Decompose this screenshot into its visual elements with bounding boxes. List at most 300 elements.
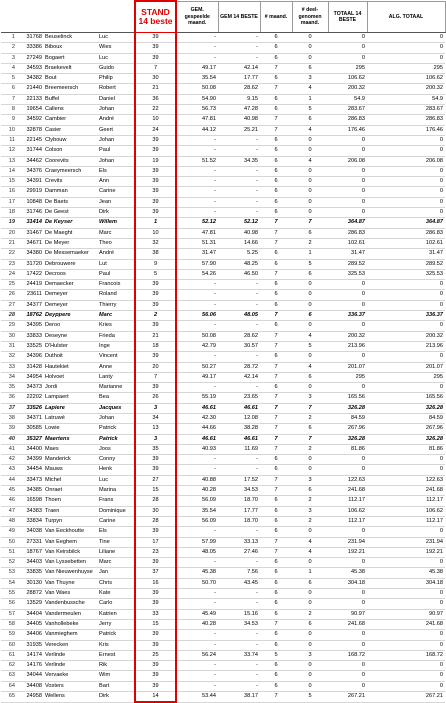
avg-14-best: - — [218, 671, 260, 681]
overall-total: 0 — [367, 290, 445, 300]
total-14-best: 54.9 — [328, 94, 367, 104]
months: 7 — [260, 218, 292, 228]
months: 7 — [260, 424, 292, 434]
table-row — [1, 692, 445, 703]
overall-total: 0 — [367, 280, 445, 290]
first-name: Jerry — [98, 619, 135, 629]
participated-months: 5 — [292, 259, 328, 269]
avg-14-best: 25.21 — [218, 125, 260, 135]
row-number: 24 — [1, 269, 18, 279]
surname: Van Keirsbilck — [43, 547, 98, 557]
first-name: Els — [98, 166, 135, 176]
total-14-best: 45.38 — [328, 568, 367, 578]
row-number: 21 — [1, 238, 18, 248]
first-name: Johan — [98, 135, 135, 145]
total-14-best: 0 — [328, 135, 367, 145]
months: 6 — [260, 516, 292, 526]
avg-14-best: - — [218, 661, 260, 671]
surname: Buffel — [43, 94, 98, 104]
member-id: 31935 — [18, 640, 43, 650]
total-14-best: 241.68 — [328, 486, 367, 496]
table-row — [1, 249, 445, 259]
table-row — [1, 424, 445, 434]
avg-14-best: 34.35 — [218, 156, 260, 166]
total-14-best: 0 — [328, 640, 367, 650]
months: 6 — [260, 681, 292, 691]
member-id: 18767 — [18, 547, 43, 557]
first-name: Carine — [98, 187, 135, 197]
overall-total: 295 — [367, 372, 445, 382]
participated-months: 3 — [292, 475, 328, 485]
avg-played: - — [176, 321, 218, 331]
member-id: 34377 — [18, 300, 43, 310]
table-row — [1, 444, 445, 454]
overall-total: 326.28 — [367, 403, 445, 413]
avg-14-best: 43.45 — [218, 578, 260, 588]
stand-rank: 20 — [135, 362, 176, 372]
total-14-best: 283.67 — [328, 105, 367, 115]
table-row — [1, 166, 445, 176]
surname: Van Thuyne — [43, 578, 98, 588]
avg-14-best: - — [218, 321, 260, 331]
participated-months: 0 — [292, 166, 328, 176]
months: 6 — [260, 290, 292, 300]
participated-months: 0 — [292, 146, 328, 156]
avg-played: 46.61 — [176, 403, 218, 413]
avg-played: - — [176, 352, 218, 362]
months: 6 — [260, 578, 292, 588]
overall-total: 112.17 — [367, 496, 445, 506]
table-row — [1, 383, 445, 393]
participated-months: 4 — [292, 362, 328, 372]
avg-played: 56.09 — [176, 516, 218, 526]
overall-total: 176.46 — [367, 125, 445, 135]
avg-14-best: - — [218, 630, 260, 640]
surname: Clybouw — [43, 135, 98, 145]
table-row — [1, 187, 445, 197]
surname: Van Eeghem — [43, 537, 98, 547]
stand-rank: 37 — [135, 568, 176, 578]
member-id: 31467 — [18, 228, 43, 238]
participated-months: 4 — [292, 156, 328, 166]
overall-total: 0 — [367, 177, 445, 187]
total-14-best: 267.21 — [328, 692, 367, 703]
overall-total: 364.87 — [367, 218, 445, 228]
first-name: André — [98, 249, 135, 259]
overall-total: 0 — [367, 599, 445, 609]
avg-14-best: - — [218, 352, 260, 362]
table-row — [1, 146, 445, 156]
surname: Van Lyssebetten — [43, 558, 98, 568]
surname: Cambier — [43, 115, 98, 125]
avg-14-best: 48.25 — [218, 259, 260, 269]
member-id: 34383 — [18, 506, 43, 516]
overall-total: 168.72 — [367, 650, 445, 660]
member-id: 34399 — [18, 455, 43, 465]
overall-total: 90.97 — [367, 609, 445, 619]
total-14-best: 0 — [328, 290, 367, 300]
overall-total: 0 — [367, 383, 445, 393]
avg-played: 40.28 — [176, 619, 218, 629]
total-14-best: 213.96 — [328, 341, 367, 351]
total-14-best: 286.83 — [328, 228, 367, 238]
participated-months: 0 — [292, 589, 328, 599]
row-number: 63 — [1, 671, 18, 681]
participated-months: 0 — [292, 208, 328, 218]
first-name: Lanty — [98, 372, 135, 382]
first-name: Anne — [98, 362, 135, 372]
surname: De Baets — [43, 197, 98, 207]
table-row — [1, 393, 445, 403]
avg-14-best: 11.69 — [218, 444, 260, 454]
table-row — [1, 558, 445, 568]
participated-months: 0 — [292, 630, 328, 640]
months: 7 — [260, 125, 292, 135]
avg-14-best: 15.16 — [218, 609, 260, 619]
member-id: 34400 — [18, 444, 43, 454]
first-name: Roland — [98, 290, 135, 300]
row-number: 53 — [1, 568, 18, 578]
avg-played: - — [176, 383, 218, 393]
first-name: Ann — [98, 177, 135, 187]
first-name: Bart — [98, 681, 135, 691]
first-name: Luc — [98, 33, 135, 43]
total-14-best: 168.72 — [328, 650, 367, 660]
overall-total: 0 — [367, 43, 445, 53]
total-14-best: 0 — [328, 527, 367, 537]
participated-months: 4 — [292, 125, 328, 135]
avg-played: 48.05 — [176, 547, 218, 557]
months: 7 — [260, 331, 292, 341]
total-14-best: 0 — [328, 280, 367, 290]
row-number: 36 — [1, 393, 18, 403]
stand-rank: 5 — [135, 269, 176, 279]
participated-months: 1 — [292, 568, 328, 578]
avg-played: 54.90 — [176, 94, 218, 104]
row-number: 2 — [1, 43, 18, 53]
table-row — [1, 352, 445, 362]
avg-played: 50.08 — [176, 84, 218, 94]
months: 6 — [260, 74, 292, 84]
stand-rank: 39 — [135, 187, 176, 197]
avg-14-best: 14.66 — [218, 238, 260, 248]
member-id: 33834 — [18, 516, 43, 526]
first-name: Tine — [98, 537, 135, 547]
avg-14-best: - — [218, 197, 260, 207]
overall-total: 0 — [367, 321, 445, 331]
avg-14-best: - — [218, 589, 260, 599]
avg-14-best: 38.17 — [218, 692, 260, 703]
participated-months: 6 — [292, 619, 328, 629]
stand-rank: 3 — [135, 434, 176, 444]
avg-14-best: 18.70 — [218, 516, 260, 526]
total-14-best: 206.08 — [328, 156, 367, 166]
surname: Van Eeckhoutte — [43, 527, 98, 537]
participated-months: 0 — [292, 187, 328, 197]
participated-months: 6 — [292, 269, 328, 279]
avg-14-best: 7.56 — [218, 568, 260, 578]
row-number: 14 — [1, 166, 18, 176]
participated-months: 0 — [292, 280, 328, 290]
overall-total: 336.37 — [367, 311, 445, 321]
avg-played: 46.61 — [176, 434, 218, 444]
months: 7 — [260, 63, 292, 73]
member-id: 32878 — [18, 125, 43, 135]
overall-total: 122.63 — [367, 475, 445, 485]
first-name: Katrien — [98, 609, 135, 619]
participated-months: 0 — [292, 321, 328, 331]
first-name: Marc — [98, 228, 135, 238]
row-number: 47 — [1, 506, 18, 516]
stand-rank: 39 — [135, 53, 176, 63]
avg-14-best: 47.28 — [218, 105, 260, 115]
first-name: Thierry — [98, 300, 135, 310]
surname: Lapiere — [43, 403, 98, 413]
row-number: 60 — [1, 640, 18, 650]
table-row — [1, 43, 445, 53]
first-name: Jean — [98, 197, 135, 207]
first-name: Dirk — [98, 692, 135, 703]
participated-months: 2 — [292, 609, 328, 619]
member-id: 22133 — [18, 94, 43, 104]
row-number: 45 — [1, 486, 18, 496]
months: 5 — [260, 650, 292, 660]
participated-months: 2 — [292, 496, 328, 506]
total-14-best: 200.32 — [328, 84, 367, 94]
avg-14-best: 46.50 — [218, 269, 260, 279]
participated-months: 0 — [292, 640, 328, 650]
avg-played: - — [176, 465, 218, 475]
stand-rank: 22 — [135, 105, 176, 115]
stand-rank: 39 — [135, 599, 176, 609]
member-id: 33833 — [18, 331, 43, 341]
first-name: Marc — [98, 311, 135, 321]
table-row — [1, 259, 445, 269]
avg-played: 52.12 — [176, 218, 218, 228]
overall-total: 206.08 — [367, 156, 445, 166]
total-14-best: 336.37 — [328, 311, 367, 321]
avg-played: 56.24 — [176, 650, 218, 660]
member-id: 31746 — [18, 208, 43, 218]
total-14-best: 0 — [328, 33, 367, 43]
total-14-best: 0 — [328, 53, 367, 63]
months: 7 — [260, 537, 292, 547]
member-id: 34406 — [18, 630, 43, 640]
first-name: Wies — [98, 43, 135, 53]
total-14-best: 0 — [328, 599, 367, 609]
first-name: Daniel — [98, 94, 135, 104]
first-name: Vincent — [98, 352, 135, 362]
stand-rank: 39 — [135, 465, 176, 475]
total-14-best: 0 — [328, 166, 367, 176]
months: 6 — [260, 53, 292, 63]
first-name: Johan — [98, 105, 135, 115]
stand-rank: 39 — [135, 640, 176, 650]
participated-months: 0 — [292, 53, 328, 63]
avg-14-best: - — [218, 465, 260, 475]
avg-14-best: 5.25 — [218, 249, 260, 259]
first-name: Luc — [98, 475, 135, 485]
member-id: 34671 — [18, 238, 43, 248]
first-name: Jacques — [98, 403, 135, 413]
participated-months: 2 — [292, 516, 328, 526]
member-id: 31720 — [18, 259, 43, 269]
months: 6 — [260, 352, 292, 362]
avg-14-best: 34.53 — [218, 619, 260, 629]
row-number: 49 — [1, 527, 18, 537]
table-row — [1, 218, 445, 228]
first-name: Philip — [98, 74, 135, 84]
participated-months: 3 — [292, 650, 328, 660]
months: 6 — [260, 33, 292, 43]
member-id: 22202 — [18, 393, 43, 403]
table-row — [1, 527, 445, 537]
row-number: 10 — [1, 125, 18, 135]
overall-total: 0 — [367, 53, 445, 63]
overall-total: 0 — [367, 465, 445, 475]
avg-14-best: 42.14 — [218, 372, 260, 382]
total-14-best: 325.53 — [328, 269, 367, 279]
avg-14-best: 12.08 — [218, 413, 260, 423]
stand-rank: 25 — [135, 650, 176, 660]
first-name: Johan — [98, 413, 135, 423]
total-14-best: 267.96 — [328, 424, 367, 434]
avg-played: - — [176, 187, 218, 197]
row-number: 61 — [1, 650, 18, 660]
stand-rank: 39 — [135, 135, 176, 145]
surname: D'Hulster — [43, 341, 98, 351]
row-number: 46 — [1, 496, 18, 506]
first-name: Marianne — [98, 383, 135, 393]
total-14-best: 0 — [328, 589, 367, 599]
row-number: 42 — [1, 455, 18, 465]
header-row — [1, 1, 445, 33]
surname: Traen — [43, 506, 98, 516]
stand-rank: 39 — [135, 197, 176, 207]
stand-rank: 39 — [135, 177, 176, 187]
surname: De Meyer — [43, 238, 98, 248]
total-14-best: 0 — [328, 321, 367, 331]
participated-months: 4 — [292, 84, 328, 94]
avg-played: - — [176, 527, 218, 537]
first-name: Jan — [98, 568, 135, 578]
stand-rank: 38 — [135, 249, 176, 259]
first-name: Lut — [98, 259, 135, 269]
participated-months: 1 — [292, 249, 328, 259]
months: 6 — [260, 671, 292, 681]
row-number: 51 — [1, 547, 18, 557]
months: 6 — [260, 43, 292, 53]
participated-months: 4 — [292, 537, 328, 547]
months: 6 — [260, 599, 292, 609]
participated-months: 3 — [292, 74, 328, 84]
total-14-best: 90.97 — [328, 609, 367, 619]
table-row — [1, 630, 445, 640]
total-14-best: 200.32 — [328, 331, 367, 341]
surname: Lampaert — [43, 393, 98, 403]
avg-14-best: 46.61 — [218, 403, 260, 413]
member-id: 31768 — [18, 33, 43, 43]
participated-months: 6 — [292, 578, 328, 588]
member-id: 13529 — [18, 599, 43, 609]
stand-rank: 3 — [135, 403, 176, 413]
member-id: 18762 — [18, 311, 43, 321]
ranking-table — [1, 0, 446, 703]
member-id: 34380 — [18, 249, 43, 259]
member-id: 34396 — [18, 352, 43, 362]
overall-total: 0 — [367, 208, 445, 218]
first-name: Carine — [98, 516, 135, 526]
stand-rank: 39 — [135, 33, 176, 43]
table-row — [1, 115, 445, 125]
surname: Maertens — [43, 434, 98, 444]
overall-total: 31.47 — [367, 249, 445, 259]
surname: Callens — [43, 105, 98, 115]
participated-months: 4 — [292, 331, 328, 341]
header-blank — [98, 1, 135, 33]
avg-14-best: 28.62 — [218, 331, 260, 341]
surname: Vandenbussche — [43, 599, 98, 609]
months: 6 — [260, 146, 292, 156]
total-14-best: 0 — [328, 465, 367, 475]
stand-rank: 39 — [135, 681, 176, 691]
avg-14-best: - — [218, 187, 260, 197]
stand-rank: 39 — [135, 300, 176, 310]
months: 6 — [260, 197, 292, 207]
row-number: 34 — [1, 372, 18, 382]
table-row — [1, 341, 445, 351]
first-name: Carlo — [98, 599, 135, 609]
total-14-best: 241.68 — [328, 619, 367, 629]
avg-14-best: 23.65 — [218, 393, 260, 403]
stand-rank: 16 — [135, 578, 176, 588]
avg-played: 40.93 — [176, 444, 218, 454]
avg-played: 40.88 — [176, 475, 218, 485]
member-id: 34038 — [18, 527, 43, 537]
participated-months: 0 — [292, 465, 328, 475]
overall-total: 45.38 — [367, 568, 445, 578]
table-row — [1, 455, 445, 465]
table-row — [1, 74, 445, 84]
overall-total: 326.28 — [367, 434, 445, 444]
surname: Bogaert — [43, 53, 98, 63]
months: 6 — [260, 630, 292, 640]
months: 6 — [260, 208, 292, 218]
participated-months: 0 — [292, 455, 328, 465]
stand-rank: 39 — [135, 280, 176, 290]
avg-played: 57.90 — [176, 259, 218, 269]
row-number: 12 — [1, 146, 18, 156]
participated-months: 6 — [292, 228, 328, 238]
stand-rank: 7 — [135, 63, 176, 73]
total-14-best: 0 — [328, 352, 367, 362]
header-gem-14-beste: GEM 14 BESTE — [218, 1, 260, 33]
stand-rank: 36 — [135, 94, 176, 104]
table-row — [1, 465, 445, 475]
row-number: 16 — [1, 187, 18, 197]
stand-rank: 33 — [135, 609, 176, 619]
avg-played: - — [176, 177, 218, 187]
months: 6 — [260, 280, 292, 290]
member-id: 24419 — [18, 280, 43, 290]
row-number: 19 — [1, 218, 18, 228]
table-row — [1, 578, 445, 588]
avg-played: - — [176, 135, 218, 145]
avg-14-best: 17.52 — [218, 475, 260, 485]
months: 6 — [260, 589, 292, 599]
row-number: 43 — [1, 465, 18, 475]
total-14-best: 0 — [328, 300, 367, 310]
